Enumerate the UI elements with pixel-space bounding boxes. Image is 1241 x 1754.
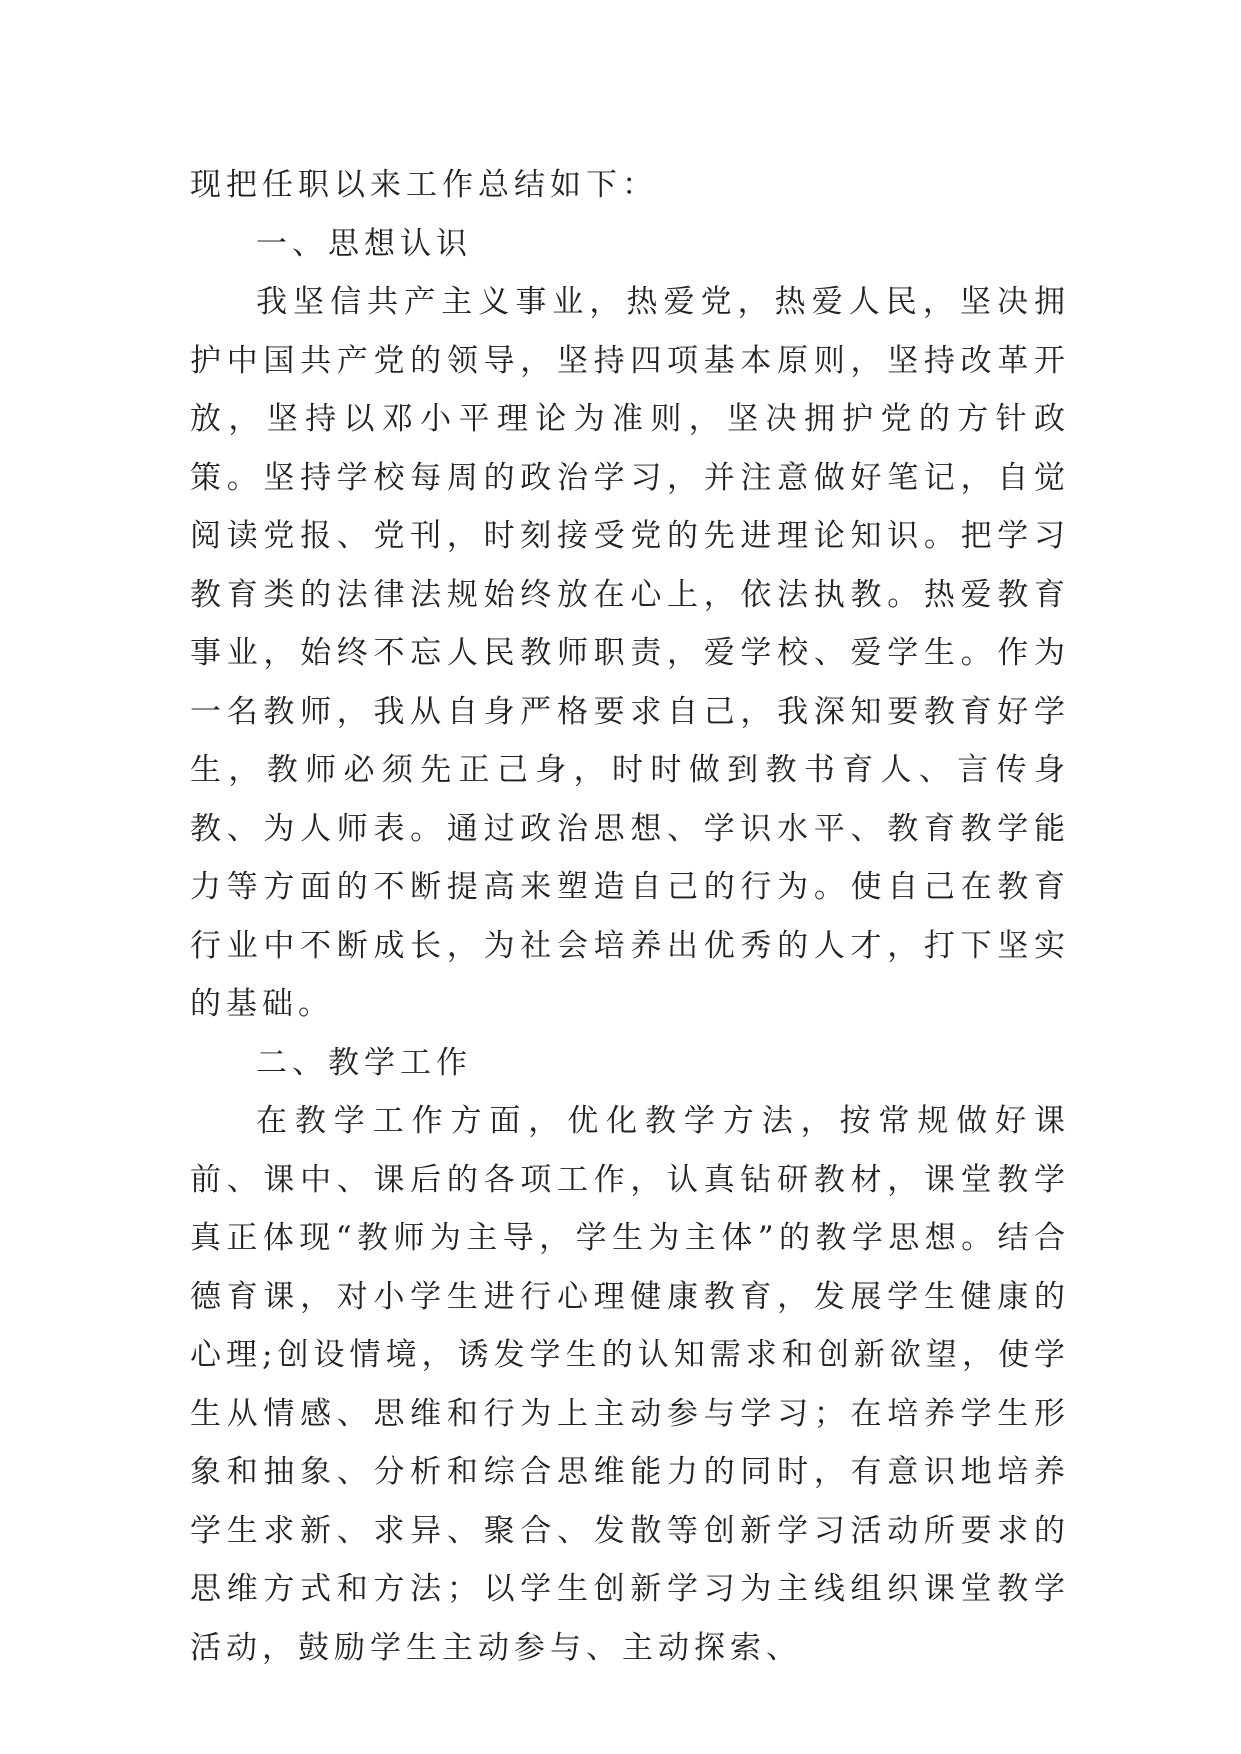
section-heading-teaching: 二、教学工作	[256, 1044, 472, 1081]
teaching-paragraph: 在教学工作方面，优化教学方法，按常规做好课前、课中、课后的各项工作，认真钻研教材，课堂教学真正体现“教师为主导，学生为主体”的教学思想。结合德育课，对小学生进行心理健康教育，发展学生健康的心理;创设情境，诱发学生的认知需求和创新欲望，使学生从情感、思维和行为上主动参与学习；在培养学生形象和抽象、分析和综合思维能力的同时，有意识地培养学生求新、求异、聚合、发散等创新学习活动所要求的思维方式和方法；以学生创新学习为主线组织课堂教学活动，鼓励学生主动参与、主动探索、	[190, 1103, 1070, 1666]
section-heading-ideology: 一、思想认识	[256, 225, 472, 262]
intro-paragraph: 现把任职以来工作总结如下：	[190, 167, 658, 203]
document-body	[190, 156, 1070, 1677]
ideology-paragraph: 我坚信共产主义事业，热爱党，热爱人民，坚决拥护中国共产党的领导，坚持四项基本原则，坚持改革开放，坚持以邓小平理论为准则，坚决拥护党的方针政策。坚持学校每周的政治学习，并注意做好笔记，自觉阅读党报、党刊，时刻接受党的先进理论知识。把学习教育类的法律法规始终放在心上，依法执教。热爱教育事业，始终不忘人民教师职责，爱学校、爱学生。作为一名教师，我从自身严格要求自己，我深知要教育好学生，教师必须先正己身，时时做到教书育人、言传身教、为人师表。通过政治思想、学识水平、教育教学能力等方面的不断提高来塑造自己的行为。使自己在教育行业中不断成长，为社会培养出优秀的人才，打下坚实的基础。	[190, 284, 1070, 1022]
